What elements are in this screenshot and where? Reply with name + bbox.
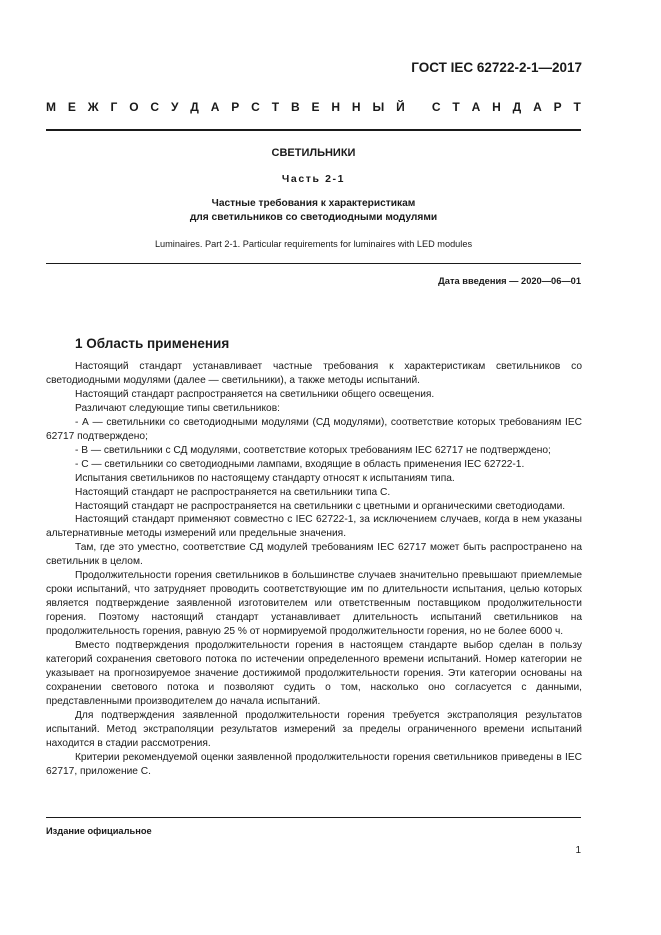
- paragraph: Там, где это уместно, соответствие СД модулей требованиям IEC 62717 может быть распространено на светильник в целом.: [46, 542, 582, 568]
- heading-letter: Н: [351, 100, 361, 114]
- heading-letter: М: [46, 100, 56, 114]
- part-label: Часть 2-1: [281, 173, 346, 185]
- heading-letter: Г: [110, 100, 118, 114]
- heading-letter: Ы: [372, 100, 385, 114]
- introduction-date: Дата введения — 2020—06—01: [438, 276, 581, 286]
- paragraph: - А — светильники со светодиодными модулями (СД модулями), соответствие которых требованиям IEC 62717 подтверждено;: [46, 416, 582, 442]
- heading-letter: А: [210, 100, 220, 114]
- subtitle-line-1: Частные требования к характеристикам: [211, 198, 416, 209]
- heading-letter: Д: [512, 100, 522, 114]
- english-title: Luminaires. Part 2-1. Particular requirements for luminaires with LED modules: [154, 239, 473, 249]
- paragraph: Критерии рекомендуемой оценки заявленной продолжительности горения светильников приведены в IEC 62717, приложение С.: [46, 751, 582, 777]
- subtitle-line-2: для светильников со светодиодными модулями: [189, 211, 438, 223]
- heading-letter: А: [471, 100, 481, 114]
- paragraph: Настоящий стандарт устанавливает частные требования к характеристикам светильников со светодиодными модулями (далее — светильники), а также методы испытаний.: [46, 361, 582, 386]
- heading-letter: Т: [452, 100, 460, 114]
- interstate-standard-heading: [46, 100, 581, 114]
- standard-title: СВЕТИЛЬНИКИ: [271, 147, 356, 159]
- heading-letter: [417, 100, 420, 114]
- paragraph: Настоящий стандарт распространяется на светильники общего освещения.: [75, 388, 435, 400]
- heading-letter: С: [431, 100, 441, 114]
- page-number: 1: [575, 845, 581, 856]
- paragraph: Различают следующие типы светильников:: [75, 402, 280, 414]
- heading-letter: Т: [271, 100, 280, 114]
- heading-letter: Р: [553, 100, 562, 114]
- paragraph: - С — светильники со светодиодными лампами, входящие в область применения IEC 62722-1.: [75, 458, 525, 470]
- paragraph: - В — светильники с СД модулями, соответствие которых требованиям IEC 62717 не подтверждено;: [75, 444, 551, 456]
- heading-letter: Й: [396, 100, 405, 114]
- standard-subtitle: [46, 197, 581, 224]
- heading-letter: А: [533, 100, 542, 114]
- paragraph: Настоящий стандарт применяют совместно с IEC 62722-1, за исключением случаев, когда в нем указаны альтернативные методы измерений или предельные значения.: [46, 514, 582, 540]
- heading-letter: Н: [492, 100, 501, 114]
- heading-letter: Т: [573, 100, 581, 114]
- document-code: ГОСТ IEC 62722-2-1—2017: [411, 60, 582, 75]
- paragraph: Настоящий стандарт не распространяется на светильники с цветными и органическими светодиодами.: [75, 500, 566, 512]
- heading-letter: Р: [231, 100, 240, 114]
- heading-letter: Е: [311, 100, 320, 114]
- footer-rule: [46, 817, 581, 818]
- official-edition-label: Издание официальное: [46, 826, 152, 836]
- heading-letter: Д: [190, 100, 199, 114]
- header-rule: [46, 129, 581, 131]
- heading-letter: С: [251, 100, 260, 114]
- paragraph: Продолжительности горения светильников в большинстве случаев значительно превышают приемлемые сроки испытаний, что затрудняет проводить соответствующие им по длительности испытания, целью которых является подтверждение заявленной изготовителем или ответственным поставщиком продолжительности горения. Поэтому настоящий стандарт устанавливает длительность испытаний светильников на продолжительность горения, равную 25 % от нормируемой продолжительности горения, но не более 6000 ч.: [46, 570, 582, 638]
- heading-letter: О: [129, 100, 139, 114]
- heading-letter: Е: [67, 100, 76, 114]
- heading-letter: В: [290, 100, 300, 114]
- heading-letter: У: [170, 100, 179, 114]
- heading-letter: Ж: [87, 100, 99, 114]
- heading-letter: С: [150, 100, 160, 114]
- section-heading: 1 Область применения: [75, 336, 230, 351]
- title-rule: [46, 263, 581, 264]
- section-body: [46, 360, 582, 779]
- heading-letter: Н: [331, 100, 341, 114]
- paragraph: Настоящий стандарт не распространяется на светильники типа С.: [75, 486, 391, 498]
- paragraph: Вместо подтверждения продолжительности горения в настоящем стандарте выбор сделан в пользу категорий сохранения светового потока по истечении определенного времени испытаний. Номер категории не указывает на прогнозируемое значение достижимой продолжительности горения. Эти категории основаны на сохранении светового потока и позволяют судить о том, насколько оно согласуется с данными, представленными производителем до начала испытаний.: [46, 640, 582, 707]
- paragraph: Испытания светильников по настоящему стандарту относят к испытаниям типа.: [75, 472, 455, 484]
- paragraph: Для подтверждения заявленной продолжительности горения требуется экстраполяция результатов испытаний. Метод экстраполяции результатов измерений за пределы ограниченного времени испытаний находится в стадии рассмотрения.: [46, 709, 582, 749]
